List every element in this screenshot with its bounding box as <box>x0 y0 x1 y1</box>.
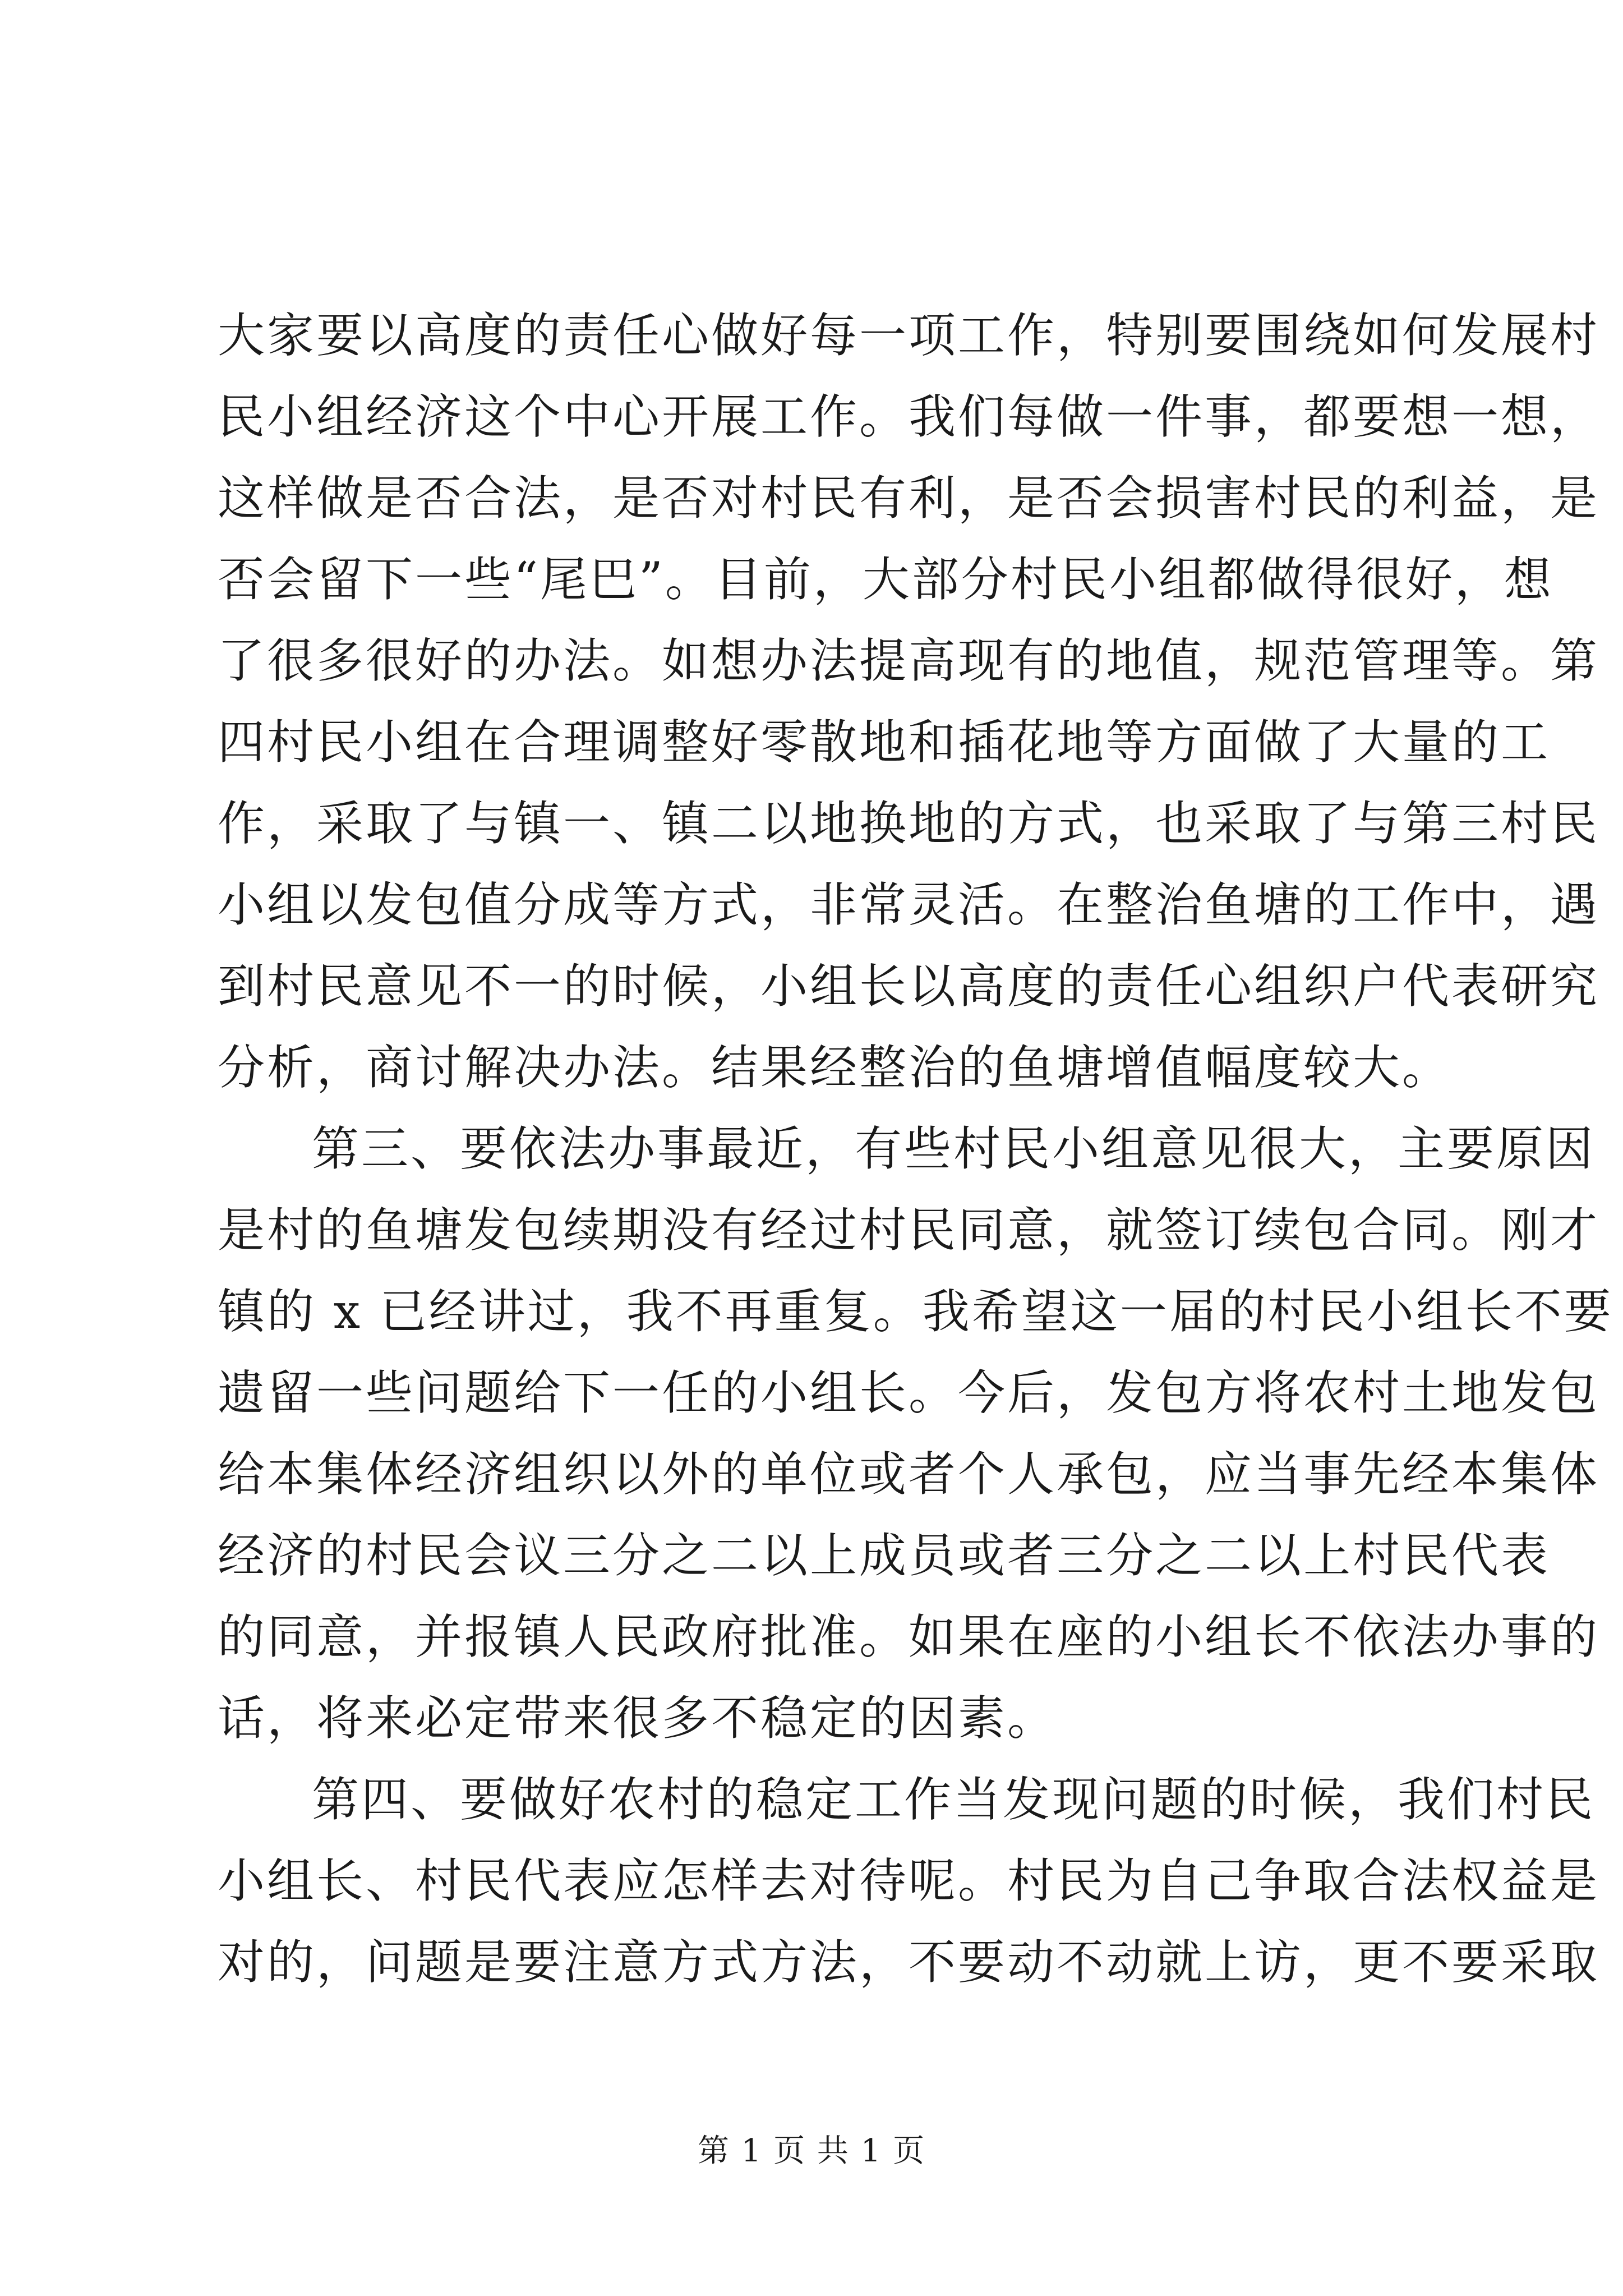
text-line: 大家要以高度的责任心做好每一项工作，特别要围绕如何发展村 <box>218 308 1600 363</box>
text-line: 给本集体经济组织以外的单位或者个人承包，应当事先经本集体 <box>218 1447 1600 1502</box>
text-line: 分析，商讨解决办法。结果经整治的鱼塘增值幅度较大。 <box>218 1040 1452 1095</box>
text-line: 民小组经济这个中心开展工作。我们每做一件事，都要想一想， <box>218 389 1600 444</box>
text-line: 遗留一些问题给下一任的小组长。今后，发包方将农村土地发包 <box>218 1365 1600 1420</box>
paragraph-start-line: 第四、要做好农村的稳定工作当发现问题的时候，我们村民 <box>312 1772 1596 1827</box>
paragraph-start-line: 第三、要依法办事最近，有些村民小组意见很大，主要原因 <box>312 1121 1596 1176</box>
text-line: 镇的 x 已经讲过，我不再重复。我希望这一届的村民小组长不要 <box>218 1284 1613 1339</box>
text-line: 到村民意见不一的时候，小组长以高度的责任心组织户代表研究 <box>218 959 1600 1014</box>
page-number-label: 第 1 页 共 1 页 <box>697 2133 926 2169</box>
text-line: 话，将来必定带来很多不稳定的因素。 <box>218 1691 1057 1746</box>
text-line: 小组长、村民代表应怎样去对待呢。村民为自己争取合法权益是 <box>218 1853 1600 1908</box>
document-body <box>218 295 1613 2003</box>
text-line: 四村民小组在合理调整好零散地和插花地等方面做了大量的工 <box>218 715 1551 770</box>
text-line: 作，采取了与镇一、镇二以地换地的方式，也采取了与第三村民 <box>218 796 1600 851</box>
text-line: 了很多很好的办法。如想办法提高现有的地值，规范管理等。第 <box>218 633 1600 688</box>
text-line: 经济的村民会议三分之二以上成员或者三分之二以上村民代表 <box>218 1528 1551 1583</box>
text-line: 这样做是否合法，是否对村民有利，是否会损害村民的利益，是 <box>218 471 1600 526</box>
text-line: 的同意，并报镇人民政府批准。如果在座的小组长不依法办事的 <box>218 1609 1600 1664</box>
page-footer <box>0 2126 1623 2171</box>
text-line: 对的，问题是要注意方式方法，不要动不动就上访，更不要采取 <box>218 1935 1600 1990</box>
text-line: 否会留下一些“尾巴”。目前，大部分村民小组都做得很好，想 <box>218 552 1553 607</box>
text-line: 小组以发包值分成等方式，非常灵活。在整治鱼塘的工作中，遇 <box>218 877 1600 932</box>
text-line: 是村的鱼塘发包续期没有经过村民同意，就签订续包合同。刚才 <box>218 1203 1600 1258</box>
